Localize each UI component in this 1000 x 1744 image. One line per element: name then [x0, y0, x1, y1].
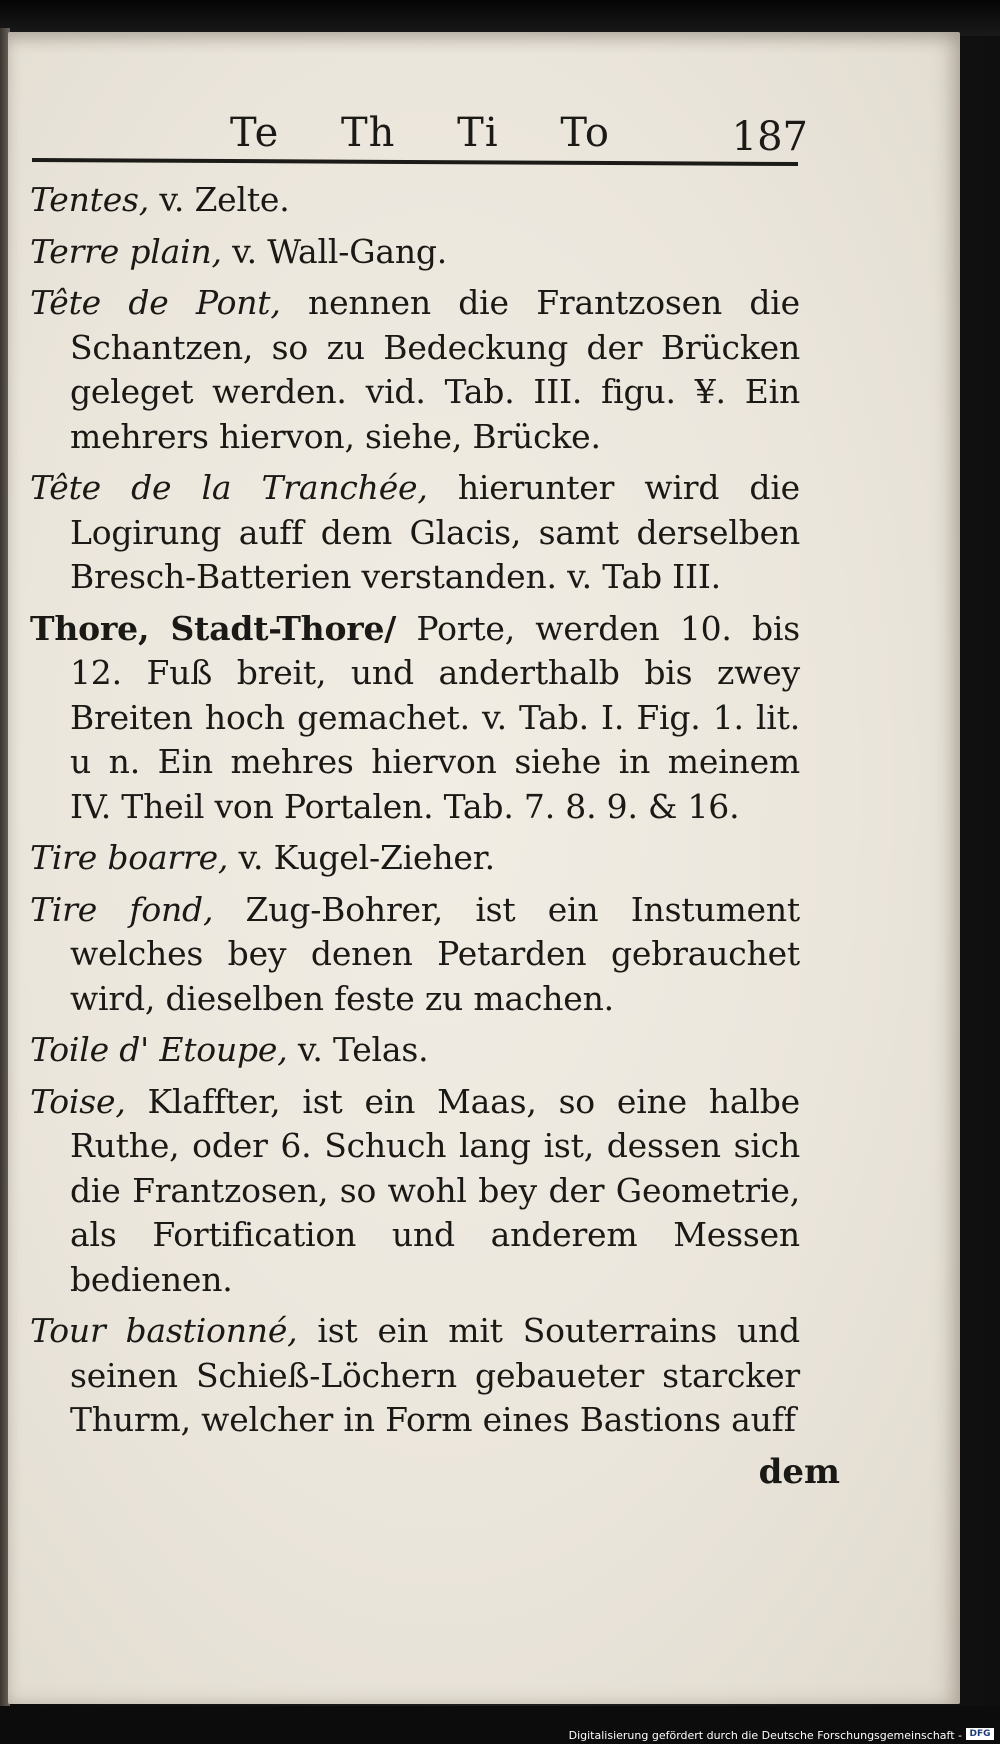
- entry-text: nennen die Frantzosen die Schantzen, so zu Bedeckung der Brücken geleget werden. vid. Tab. III. figu. ¥. Ein mehrers hiervon, siehe, Brücke.: [70, 283, 800, 456]
- dictionary-entry: [30, 230, 800, 275]
- entry-term: Terre plain,: [30, 231, 222, 271]
- entry-term: Toise,: [30, 1081, 126, 1121]
- page-number: 187: [731, 114, 808, 160]
- entry-text: ist ein mit Souterrains und seinen Schieß-Löchern gebaueter starcker Thurm, welcher in Form eines Bastions auff: [70, 1311, 800, 1439]
- running-head-letter: To: [560, 110, 610, 156]
- dictionary-entry: [30, 888, 800, 1022]
- entry-text: v. Telas.: [287, 1030, 429, 1069]
- digitization-credit: Digitalisierung gefördert durch die Deutsche Forschungsgemeinschaft -: [568, 1729, 962, 1742]
- running-head-letter: Ti: [457, 110, 499, 156]
- dictionary-entry: [30, 1080, 800, 1303]
- dictionary-entry: [30, 836, 800, 881]
- entry-term: Tête de Pont,: [30, 283, 281, 322]
- dictionary-entry: [30, 607, 800, 830]
- entry-term: Toile d' Etoupe,: [30, 1030, 288, 1069]
- dictionary-entry: [30, 1309, 800, 1443]
- page-header: [30, 86, 808, 160]
- entry-term: Tire boarre,: [30, 838, 229, 877]
- running-head-letter: Te: [230, 110, 280, 156]
- running-head-letter: Th: [340, 110, 396, 156]
- entry-text: Porte, werden 10. bis 12. Fuß breit, und anderthalb bis zwey Breiten hoch gemachet. v. Tab. I. Fig. 1. lit. u n. Ein mehres hiervon siehe in meinem IV. Theil von Portalen. Tab. 7. 8. 9. & 16.: [70, 608, 801, 826]
- dfg-logo: DFG: [966, 1728, 994, 1740]
- dictionary-entry: [30, 178, 800, 223]
- entry-text: v. Zelte.: [149, 180, 290, 219]
- entry-text: v. Kugel-Zieher.: [228, 838, 495, 877]
- entry-term: Tire fond,: [30, 889, 214, 929]
- scan-top-edge: [0, 0, 1000, 36]
- entry-text: Klaffter, ist ein Maas, so eine halbe Ruthe, oder 6. Schuch lang ist, dessen sich die Frantzosen, so wohl bey der Geometrie, als Fortification und anderem Messen bedienen.: [70, 1081, 800, 1299]
- running-head: [230, 110, 610, 156]
- entry-term: Tête de la Tranchée,: [30, 468, 428, 507]
- entry-term: Tour bastionné,: [30, 1311, 298, 1350]
- dictionary-entry: [30, 466, 800, 600]
- entry-term: Thore, Stadt-Thore/: [30, 608, 397, 648]
- entry-text: Zug-Bohrer, ist ein Instument welches bey denen Petarden gebrauchet wird, dieselben feste zu machen.: [70, 889, 800, 1018]
- catchword: dem: [758, 1452, 840, 1492]
- entry-text: v. Wall-Gang.: [221, 231, 448, 271]
- entry-text: hierunter wird die Logirung auff dem Glacis, samt derselben Bresch-Batterien verstanden. v. Tab III.: [70, 468, 801, 596]
- dictionary-entry: [30, 281, 800, 459]
- entry-term: Tentes,: [30, 180, 150, 219]
- dictionary-entry: [30, 1028, 800, 1073]
- dictionary-entries: [30, 178, 800, 1450]
